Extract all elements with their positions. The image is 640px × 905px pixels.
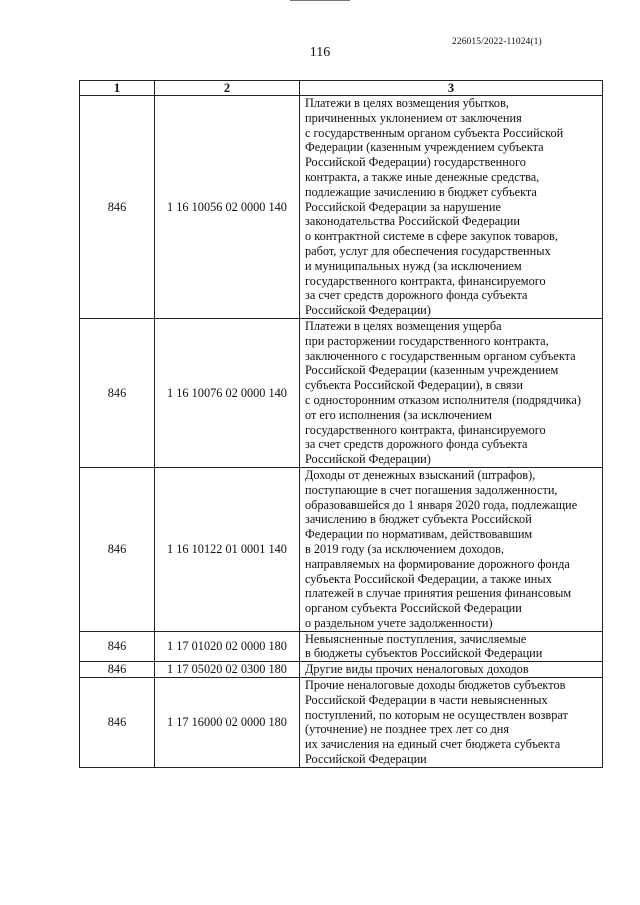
revenue-code-cell: 1 17 16000 02 0000 180 — [155, 678, 300, 768]
revenue-name-line: за счет средств дорожного фонда субъекта — [305, 288, 528, 303]
revenue-code-cell: 1 16 10056 02 0000 140 — [155, 96, 300, 319]
column-header-3: 3 — [300, 81, 603, 96]
page-number: 116 — [309, 45, 331, 60]
revenue-name-line: Доходы от денежных взысканий (штрафов), — [305, 467, 536, 482]
admin-code-cell: 846 — [80, 467, 155, 631]
revenue-name-line: с государственным органом субъекта Российской — [305, 125, 564, 140]
top-edge-mark — [290, 0, 350, 3]
revenue-name-line: в бюджеты субъектов Российской Федерации — [305, 646, 543, 661]
revenue-name-line: (уточнение) не позднее трех лет со дня — [305, 722, 510, 737]
revenue-name-line: от его исполнения (за исключением — [305, 407, 492, 422]
revenue-name-line: о контрактной системе в сфере закупок товаров, — [305, 229, 558, 244]
revenue-name-line: направляемых на формирование дорожного фонда — [305, 556, 570, 571]
revenue-name-line: Федерации (казенным учреждением субъекта — [305, 140, 544, 155]
revenue-name-line: государственного контракта, финансируемого — [305, 273, 546, 288]
revenue-name-cell — [300, 678, 603, 768]
revenue-name-line: Российской Федерации — [305, 752, 427, 767]
revenue-name-line: Федерации по нормативам, действовавшим — [305, 527, 533, 542]
revenue-name-line: законодательства Российской Федерации — [305, 214, 520, 229]
revenue-name-cell — [300, 467, 603, 631]
revenue-code-cell: 1 16 10122 01 0001 140 — [155, 467, 300, 631]
revenue-name-line: зачислению в бюджет субъекта Российской — [305, 512, 532, 527]
column-header-2: 2 — [155, 81, 300, 96]
revenue-name-line: Российской Федерации в части невыясненных — [305, 692, 548, 707]
revenue-name-cell — [300, 318, 603, 467]
revenue-name-cell — [300, 96, 603, 319]
revenue-name-line: поступающие в счет погашения задолженности, — [305, 482, 558, 497]
revenue-name-line: Российской Федерации (казенным учреждением — [305, 363, 559, 378]
revenue-name-line: Платежи в целях возмещения ущерба — [305, 318, 502, 333]
revenue-name-line: при расторжении государственного контракта, — [305, 333, 549, 348]
admin-code-cell: 846 — [80, 662, 155, 678]
revenue-name-line: Невыясненные поступления, зачисляемые — [305, 631, 527, 646]
revenue-name-line: Прочие неналоговые доходы бюджетов субъектов — [305, 678, 566, 693]
revenue-name-line: с односторонним отказом исполнителя (подрядчика) — [305, 392, 581, 407]
revenue-name-line: Платежи в целях возмещения убытков, — [305, 96, 509, 110]
revenue-name-cell — [300, 631, 603, 662]
table-row — [80, 467, 603, 631]
table-body — [80, 96, 603, 768]
revenue-name-line: Российской Федерации) — [305, 452, 431, 467]
table-row — [80, 662, 603, 678]
revenue-name-line: поступлений, по которым не осуществлен возврат — [305, 707, 568, 722]
table-row — [80, 678, 603, 768]
revenue-name-cell — [300, 662, 603, 678]
revenue-name-line: Другие виды прочих неналоговых доходов — [305, 662, 529, 677]
revenue-name-line: субъекта Российской Федерации, а также иных — [305, 571, 552, 586]
table-row — [80, 96, 603, 319]
revenue-name-line: субъекта Российской Федерации), в связи — [305, 378, 523, 393]
table-row — [80, 631, 603, 662]
revenue-name-line: платежей в случае принятия решения финансовым — [305, 586, 572, 601]
revenue-code-cell: 1 16 10076 02 0000 140 — [155, 318, 300, 467]
column-header-1: 1 — [80, 81, 155, 96]
table-header-row — [80, 81, 603, 96]
revenue-name-line: и муниципальных нужд (за исключением — [305, 258, 522, 273]
revenue-name-line: причиненных уклонением от заключения — [305, 110, 522, 125]
revenue-name-line: органом субъекта Российской Федерации — [305, 601, 522, 616]
revenue-name-line: Российской Федерации) — [305, 303, 431, 318]
revenue-name-line: образовавшейся до 1 января 2020 года, подлежащие — [305, 497, 578, 512]
revenue-name-line: подлежащие зачислению в бюджет субъекта — [305, 184, 537, 199]
revenue-name-line: о раздельном учете задолженности) — [305, 615, 493, 630]
revenue-name-line: государственного контракта, финансируемого — [305, 422, 546, 437]
revenue-name-line: Российской Федерации) государственного — [305, 155, 526, 170]
admin-code-cell: 846 — [80, 631, 155, 662]
revenue-name-line: за счет средств дорожного фонда субъекта — [305, 437, 528, 452]
revenue-name-line: работ, услуг для обеспечения государственных — [305, 243, 551, 258]
revenue-name-line: их зачисления на единый счет бюджета субъекта — [305, 737, 561, 752]
revenue-code-cell: 1 17 05020 02 0300 180 — [155, 662, 300, 678]
admin-code-cell: 846 — [80, 678, 155, 768]
revenue-name-line: Российской Федерации за нарушение — [305, 199, 501, 214]
revenue-code-cell: 1 17 01020 02 0000 180 — [155, 631, 300, 662]
budget-revenue-table — [79, 80, 603, 768]
revenue-name-line: контракта, а также иные денежные средства, — [305, 169, 540, 184]
document-number: 226015/2022-11024(1) — [452, 37, 542, 47]
table-row — [80, 318, 603, 467]
revenue-name-line: заключенного с государственным органом субъекта — [305, 348, 576, 363]
admin-code-cell: 846 — [80, 96, 155, 319]
revenue-name-line: в 2019 году (за исключением доходов, — [305, 541, 504, 556]
admin-code-cell: 846 — [80, 318, 155, 467]
